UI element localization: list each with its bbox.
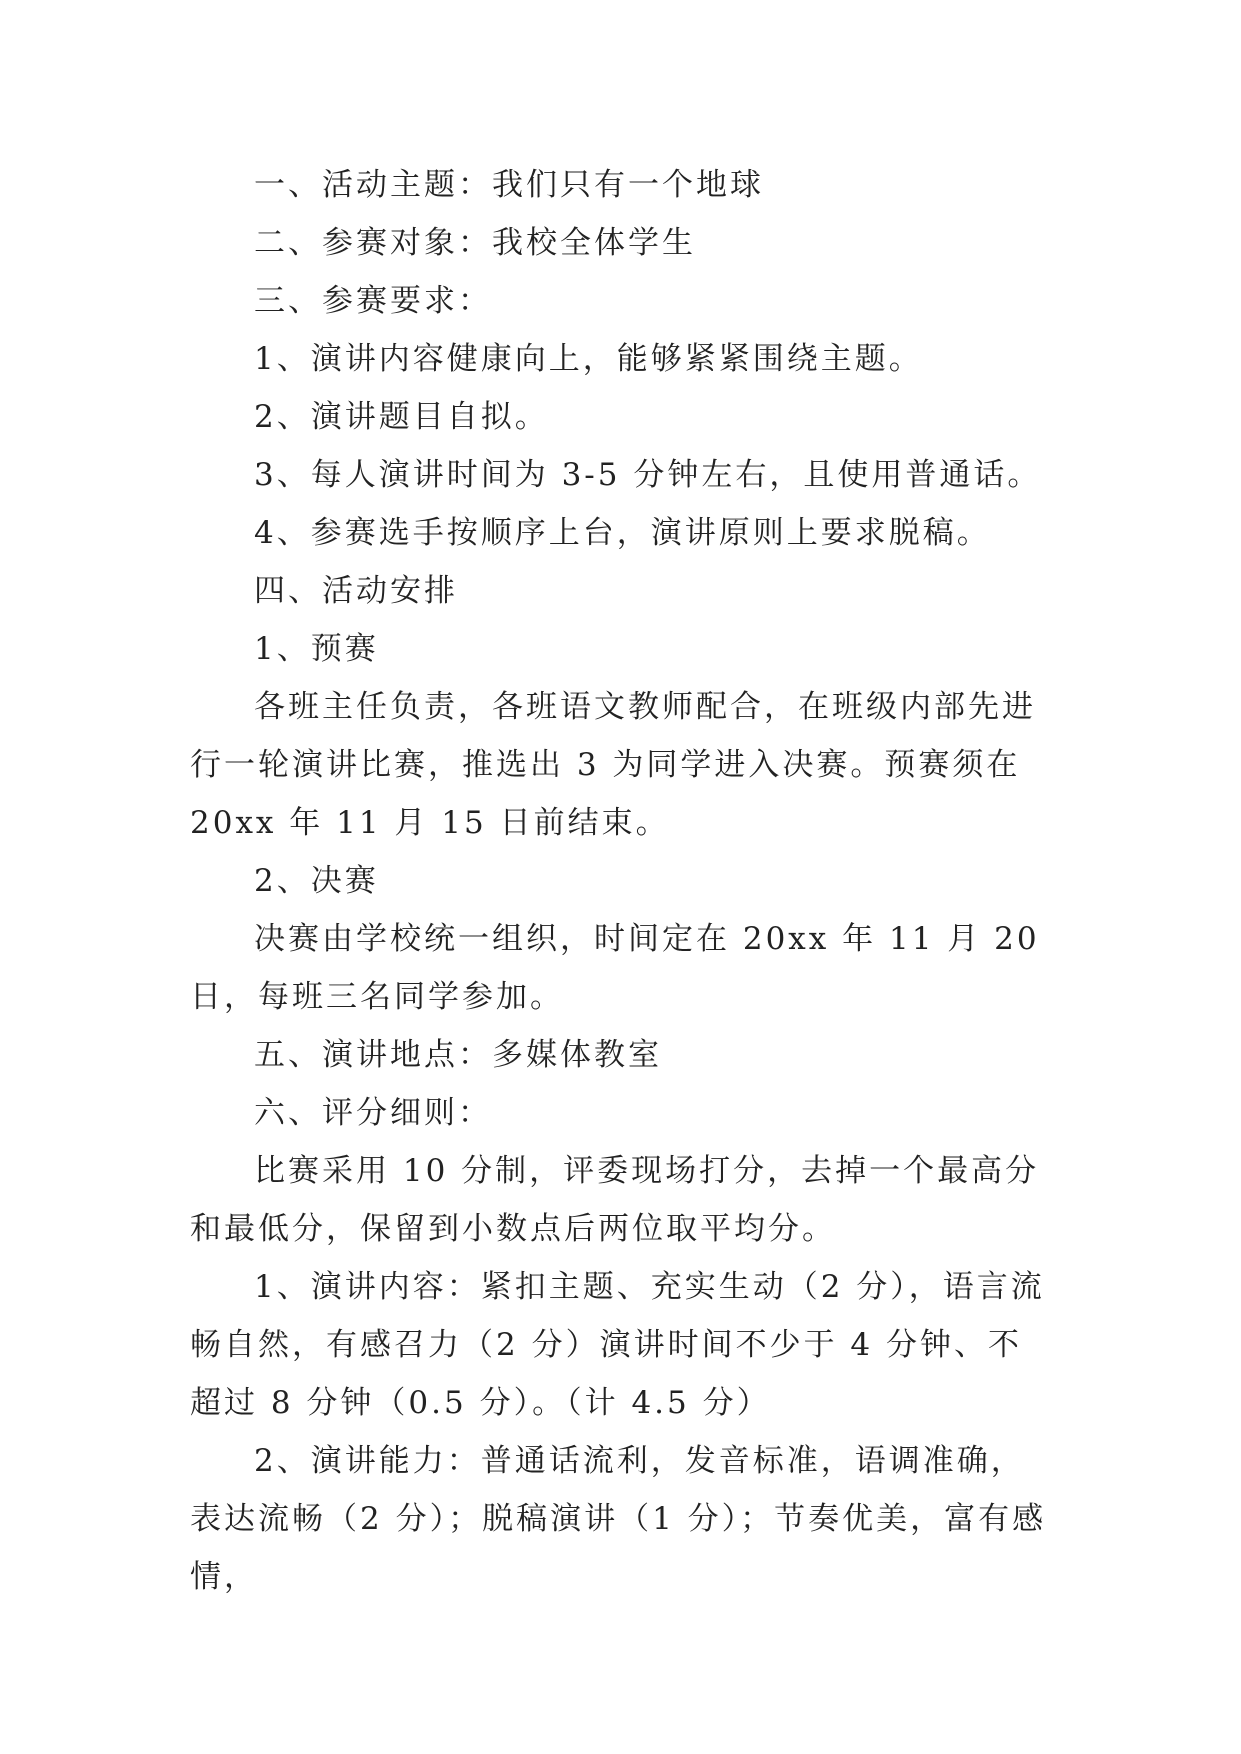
paragraph-scoring-content: 1、演讲内容：紧扣主题、充实生动（2 分），语言流畅自然，有感召力（2 分）演讲时间不少于 4 分钟、不超过 8 分钟（0.5 分）。（计 4.5 分） — [190, 1269, 1045, 1421]
paragraph-preliminary-body: 各班主任负责，各班语文教师配合，在班级内部先进行一轮演讲比赛，推选出 3 为同学进入决赛。预赛须在 20xx 年 11 月 15 日前结束。 — [190, 689, 1036, 841]
paragraph-final-heading: 2、决赛 — [254, 863, 379, 899]
paragraph-scoring-ability: 2、演讲能力：普通话流利，发音标准，语调准确，表达流畅（2 分）；脱稿演讲（1 分）；节奏优美，富有感情， — [190, 1443, 1047, 1595]
paragraph-requirement-4: 4、参赛选手按顺序上台，演讲原则上要求脱稿。 — [254, 515, 991, 551]
paragraph-schedule-heading: 四、活动安排 — [254, 573, 458, 609]
paragraph-requirement-3: 3、每人演讲时间为 3-5 分钟左右，且使用普通话。 — [254, 457, 1042, 493]
paragraph-participants: 二、参赛对象：我校全体学生 — [254, 225, 696, 261]
paragraph-requirement-1: 1、演讲内容健康向上，能够紧紧围绕主题。 — [254, 341, 923, 377]
paragraph-final-body: 决赛由学校统一组织，时间定在 20xx 年 11 月 20 日，每班三名同学参加。 — [190, 921, 1040, 1015]
paragraph-scoring-body: 比赛采用 10 分制，评委现场打分，去掉一个最高分和最低分，保留到小数点后两位取平均分。 — [190, 1153, 1040, 1247]
paragraph-activity-theme: 一、活动主题：我们只有一个地球 — [254, 167, 764, 203]
document-body — [190, 156, 1052, 1606]
paragraph-scoring-heading: 六、评分细则： — [254, 1095, 492, 1131]
paragraph-venue: 五、演讲地点：多媒体教室 — [254, 1037, 662, 1073]
paragraph-preliminary-heading: 1、预赛 — [254, 631, 379, 667]
paragraph-requirement-2: 2、演讲题目自拟。 — [254, 399, 549, 435]
paragraph-requirements-heading: 三、参赛要求： — [254, 283, 492, 319]
